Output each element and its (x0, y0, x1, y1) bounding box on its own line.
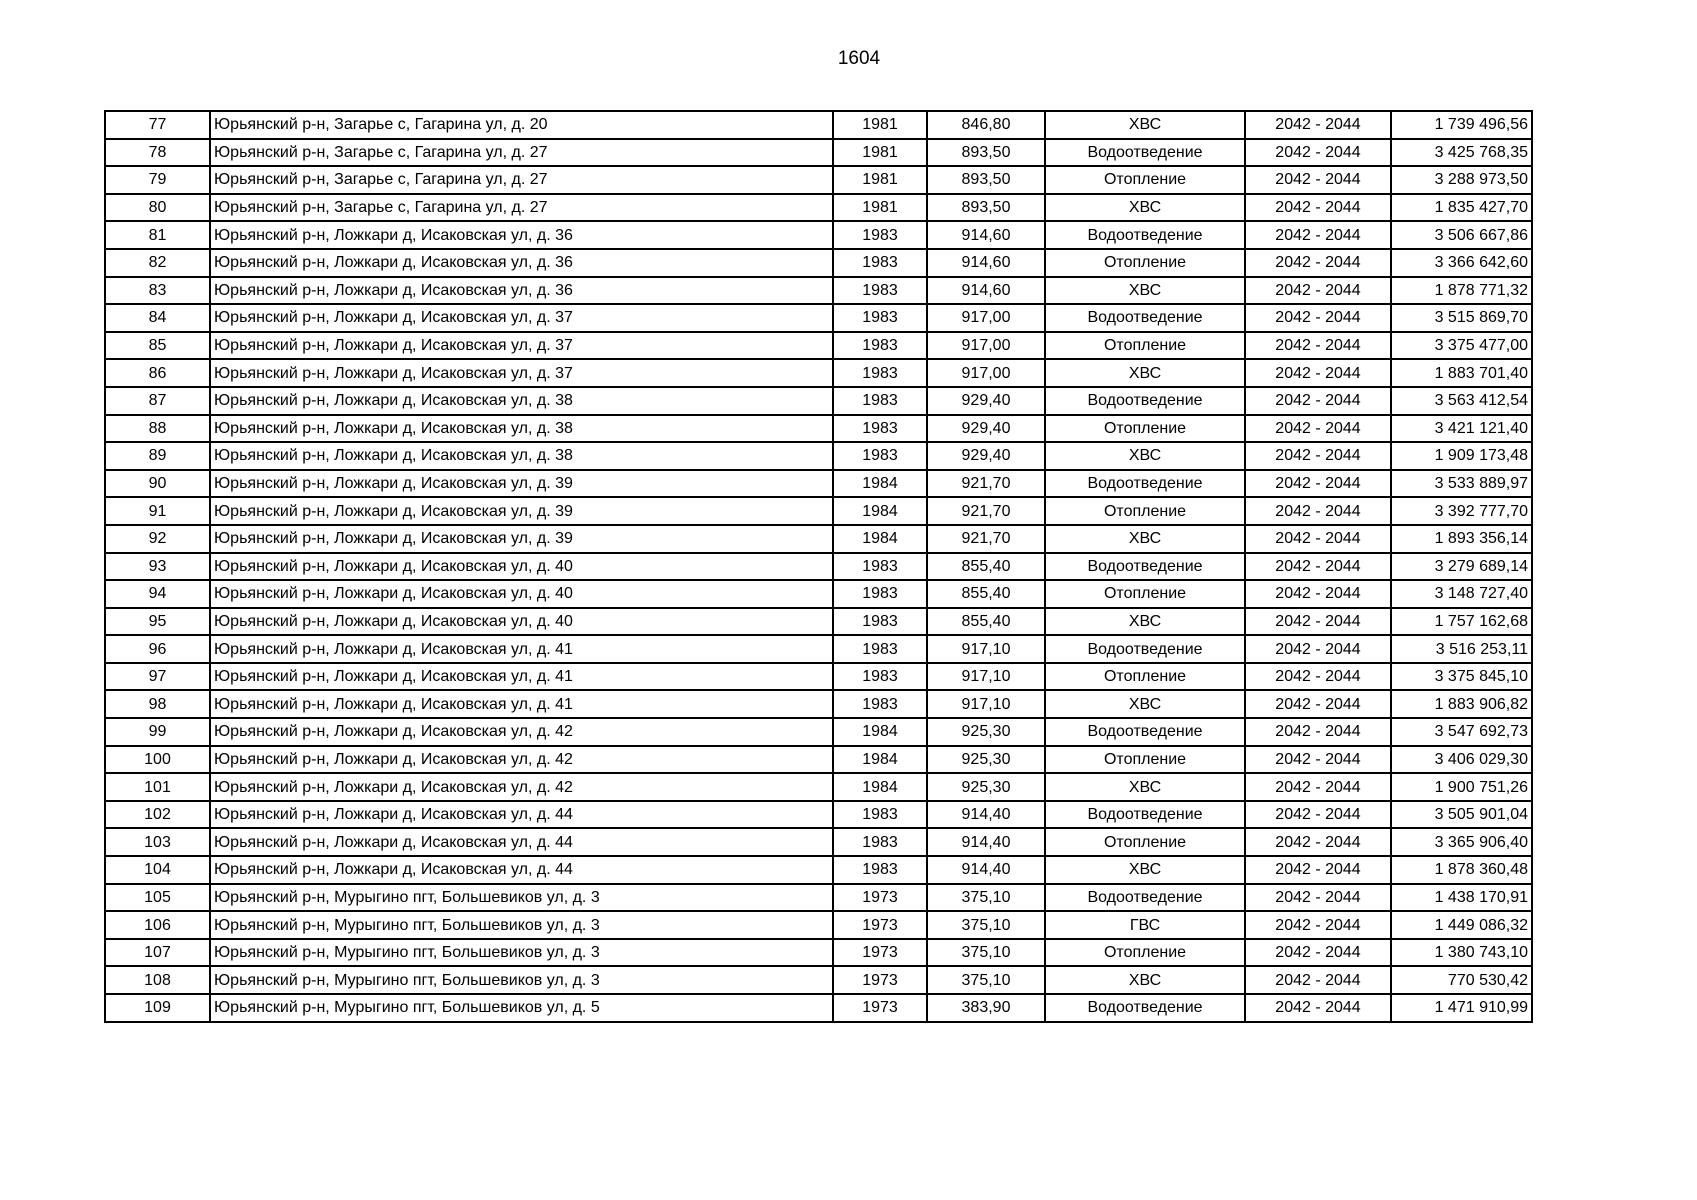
year-cell: 1983 (833, 608, 927, 636)
cost-cell: 1 909 173,48 (1391, 442, 1532, 470)
table-row (105, 111, 1532, 139)
address-cell: Юрьянский р-н, Ложкари д, Исаковская ул, д. 39 (210, 470, 833, 498)
address-cell: Юрьянский р-н, Ложкари д, Исаковская ул, д. 42 (210, 746, 833, 774)
area-cell: 929,40 (927, 415, 1045, 443)
area-cell: 917,00 (927, 304, 1045, 332)
table-row (105, 580, 1532, 608)
table-row (105, 387, 1532, 415)
area-cell: 375,10 (927, 939, 1045, 967)
row-number-cell: 101 (105, 773, 210, 801)
year-cell: 1983 (833, 249, 927, 277)
cost-cell: 1 757 162,68 (1391, 608, 1532, 636)
cost-cell: 3 406 029,30 (1391, 746, 1532, 774)
row-number-cell: 105 (105, 884, 210, 912)
address-cell: Юрьянский р-н, Ложкари д, Исаковская ул, д. 41 (210, 690, 833, 718)
address-cell: Юрьянский р-н, Ложкари д, Исаковская ул, д. 38 (210, 442, 833, 470)
row-number-cell: 97 (105, 663, 210, 691)
cost-cell: 1 893 356,14 (1391, 525, 1532, 553)
table-row (105, 497, 1532, 525)
year-cell: 1973 (833, 966, 927, 994)
address-cell: Юрьянский р-н, Загарье с, Гагарина ул, д. 27 (210, 194, 833, 222)
period-cell: 2042 - 2044 (1245, 718, 1391, 746)
work-type-cell: ХВС (1045, 359, 1245, 387)
work-type-cell: Водоотведение (1045, 635, 1245, 663)
table-row (105, 470, 1532, 498)
year-cell: 1984 (833, 718, 927, 746)
period-cell: 2042 - 2044 (1245, 911, 1391, 939)
year-cell: 1983 (833, 304, 927, 332)
cost-cell: 3 506 667,86 (1391, 221, 1532, 249)
work-type-cell: Водоотведение (1045, 884, 1245, 912)
page-number: 1604 (837, 48, 881, 69)
period-cell: 2042 - 2044 (1245, 635, 1391, 663)
cost-cell: 770 530,42 (1391, 966, 1532, 994)
work-type-cell: ХВС (1045, 966, 1245, 994)
year-cell: 1983 (833, 332, 927, 360)
year-cell: 1981 (833, 194, 927, 222)
address-cell: Юрьянский р-н, Мурыгино пгт, Большевиков ул, д. 5 (210, 994, 833, 1022)
period-cell: 2042 - 2044 (1245, 856, 1391, 884)
cost-cell: 1 380 743,10 (1391, 939, 1532, 967)
table-row (105, 166, 1532, 194)
table-row (105, 801, 1532, 829)
work-type-cell: Отопление (1045, 332, 1245, 360)
row-number-cell: 100 (105, 746, 210, 774)
row-number-cell: 90 (105, 470, 210, 498)
period-cell: 2042 - 2044 (1245, 994, 1391, 1022)
period-cell: 2042 - 2044 (1245, 111, 1391, 139)
period-cell: 2042 - 2044 (1245, 470, 1391, 498)
period-cell: 2042 - 2044 (1245, 939, 1391, 967)
address-cell: Юрьянский р-н, Ложкари д, Исаковская ул, д. 44 (210, 801, 833, 829)
year-cell: 1983 (833, 856, 927, 884)
table-row (105, 249, 1532, 277)
cost-cell: 3 515 869,70 (1391, 304, 1532, 332)
row-number-cell: 87 (105, 387, 210, 415)
table-row (105, 718, 1532, 746)
row-number-cell: 78 (105, 139, 210, 167)
table-body (105, 111, 1532, 1022)
period-cell: 2042 - 2044 (1245, 553, 1391, 581)
year-cell: 1973 (833, 994, 927, 1022)
area-cell: 383,90 (927, 994, 1045, 1022)
cost-cell: 1 878 360,48 (1391, 856, 1532, 884)
work-type-cell: Отопление (1045, 939, 1245, 967)
area-cell: 893,50 (927, 166, 1045, 194)
table-row (105, 553, 1532, 581)
area-cell: 917,10 (927, 663, 1045, 691)
area-cell: 921,70 (927, 470, 1045, 498)
period-cell: 2042 - 2044 (1245, 801, 1391, 829)
address-cell: Юрьянский р-н, Ложкари д, Исаковская ул, д. 38 (210, 415, 833, 443)
work-type-cell: Водоотведение (1045, 718, 1245, 746)
table-row (105, 773, 1532, 801)
cost-cell: 3 563 412,54 (1391, 387, 1532, 415)
row-number-cell: 92 (105, 525, 210, 553)
table-row (105, 690, 1532, 718)
cost-cell: 3 375 845,10 (1391, 663, 1532, 691)
work-type-cell: ХВС (1045, 194, 1245, 222)
period-cell: 2042 - 2044 (1245, 497, 1391, 525)
cost-cell: 1 883 906,82 (1391, 690, 1532, 718)
address-cell: Юрьянский р-н, Ложкари д, Исаковская ул, д. 37 (210, 304, 833, 332)
period-cell: 2042 - 2044 (1245, 442, 1391, 470)
year-cell: 1973 (833, 939, 927, 967)
cost-cell: 3 505 901,04 (1391, 801, 1532, 829)
work-type-cell: ХВС (1045, 690, 1245, 718)
cost-cell: 1 449 086,32 (1391, 911, 1532, 939)
work-type-cell: Водоотведение (1045, 139, 1245, 167)
row-number-cell: 94 (105, 580, 210, 608)
work-type-cell: Водоотведение (1045, 304, 1245, 332)
row-number-cell: 85 (105, 332, 210, 360)
period-cell: 2042 - 2044 (1245, 277, 1391, 305)
address-cell: Юрьянский р-н, Мурыгино пгт, Большевиков ул, д. 3 (210, 911, 833, 939)
table-row (105, 828, 1532, 856)
period-cell: 2042 - 2044 (1245, 884, 1391, 912)
work-type-cell: Водоотведение (1045, 801, 1245, 829)
period-cell: 2042 - 2044 (1245, 828, 1391, 856)
address-cell: Юрьянский р-н, Ложкари д, Исаковская ул, д. 41 (210, 635, 833, 663)
address-cell: Юрьянский р-н, Ложкари д, Исаковская ул, д. 37 (210, 332, 833, 360)
area-cell: 914,60 (927, 221, 1045, 249)
cost-cell: 1 835 427,70 (1391, 194, 1532, 222)
table-row (105, 139, 1532, 167)
table-row (105, 359, 1532, 387)
period-cell: 2042 - 2044 (1245, 194, 1391, 222)
address-cell: Юрьянский р-н, Ложкари д, Исаковская ул, д. 36 (210, 249, 833, 277)
area-cell: 914,60 (927, 249, 1045, 277)
period-cell: 2042 - 2044 (1245, 663, 1391, 691)
area-cell: 375,10 (927, 884, 1045, 912)
cost-cell: 1 438 170,91 (1391, 884, 1532, 912)
work-type-cell: Водоотведение (1045, 470, 1245, 498)
area-cell: 917,00 (927, 359, 1045, 387)
table-row (105, 911, 1532, 939)
table-row (105, 663, 1532, 691)
address-cell: Юрьянский р-н, Загарье с, Гагарина ул, д. 27 (210, 166, 833, 194)
year-cell: 1983 (833, 553, 927, 581)
row-number-cell: 86 (105, 359, 210, 387)
period-cell: 2042 - 2044 (1245, 304, 1391, 332)
year-cell: 1983 (833, 415, 927, 443)
row-number-cell: 99 (105, 718, 210, 746)
cost-cell: 3 366 642,60 (1391, 249, 1532, 277)
cost-cell: 3 279 689,14 (1391, 553, 1532, 581)
area-cell: 921,70 (927, 497, 1045, 525)
table-row (105, 194, 1532, 222)
year-cell: 1983 (833, 828, 927, 856)
cost-cell: 3 421 121,40 (1391, 415, 1532, 443)
area-cell: 893,50 (927, 139, 1045, 167)
row-number-cell: 81 (105, 221, 210, 249)
work-type-cell: Водоотведение (1045, 221, 1245, 249)
period-cell: 2042 - 2044 (1245, 966, 1391, 994)
work-type-cell: Водоотведение (1045, 994, 1245, 1022)
row-number-cell: 103 (105, 828, 210, 856)
year-cell: 1983 (833, 359, 927, 387)
work-type-cell: Водоотведение (1045, 387, 1245, 415)
cost-cell: 3 148 727,40 (1391, 580, 1532, 608)
address-cell: Юрьянский р-н, Загарье с, Гагарина ул, д. 27 (210, 139, 833, 167)
row-number-cell: 96 (105, 635, 210, 663)
work-type-cell: Отопление (1045, 580, 1245, 608)
row-number-cell: 82 (105, 249, 210, 277)
period-cell: 2042 - 2044 (1245, 690, 1391, 718)
year-cell: 1973 (833, 911, 927, 939)
address-cell: Юрьянский р-н, Мурыгино пгт, Большевиков ул, д. 3 (210, 884, 833, 912)
cost-cell: 3 375 477,00 (1391, 332, 1532, 360)
work-type-cell: Отопление (1045, 497, 1245, 525)
period-cell: 2042 - 2044 (1245, 773, 1391, 801)
row-number-cell: 95 (105, 608, 210, 636)
area-cell: 917,00 (927, 332, 1045, 360)
year-cell: 1983 (833, 801, 927, 829)
period-cell: 2042 - 2044 (1245, 221, 1391, 249)
table-row (105, 332, 1532, 360)
period-cell: 2042 - 2044 (1245, 415, 1391, 443)
table-row (105, 608, 1532, 636)
cost-cell: 3 288 973,50 (1391, 166, 1532, 194)
cost-cell: 3 425 768,35 (1391, 139, 1532, 167)
row-number-cell: 98 (105, 690, 210, 718)
area-cell: 925,30 (927, 718, 1045, 746)
address-cell: Юрьянский р-н, Ложкари д, Исаковская ул, д. 36 (210, 277, 833, 305)
area-cell: 921,70 (927, 525, 1045, 553)
table-row (105, 415, 1532, 443)
row-number-cell: 91 (105, 497, 210, 525)
period-cell: 2042 - 2044 (1245, 249, 1391, 277)
cost-cell: 1 878 771,32 (1391, 277, 1532, 305)
work-type-cell: ХВС (1045, 525, 1245, 553)
cost-cell: 1 471 910,99 (1391, 994, 1532, 1022)
period-cell: 2042 - 2044 (1245, 359, 1391, 387)
period-cell: 2042 - 2044 (1245, 746, 1391, 774)
year-cell: 1984 (833, 525, 927, 553)
row-number-cell: 88 (105, 415, 210, 443)
row-number-cell: 93 (105, 553, 210, 581)
work-type-cell: Отопление (1045, 663, 1245, 691)
row-number-cell: 104 (105, 856, 210, 884)
area-cell: 855,40 (927, 580, 1045, 608)
cost-cell: 1 900 751,26 (1391, 773, 1532, 801)
year-cell: 1983 (833, 277, 927, 305)
work-type-cell: Отопление (1045, 249, 1245, 277)
year-cell: 1984 (833, 746, 927, 774)
address-cell: Юрьянский р-н, Ложкари д, Исаковская ул, д. 42 (210, 718, 833, 746)
area-cell: 914,40 (927, 828, 1045, 856)
year-cell: 1983 (833, 580, 927, 608)
work-type-cell: Отопление (1045, 415, 1245, 443)
year-cell: 1984 (833, 497, 927, 525)
year-cell: 1981 (833, 166, 927, 194)
address-cell: Юрьянский р-н, Ложкари д, Исаковская ул, д. 42 (210, 773, 833, 801)
year-cell: 1984 (833, 470, 927, 498)
area-cell: 929,40 (927, 387, 1045, 415)
address-cell: Юрьянский р-н, Ложкари д, Исаковская ул, д. 40 (210, 608, 833, 636)
year-cell: 1973 (833, 884, 927, 912)
work-type-cell: ХВС (1045, 111, 1245, 139)
row-number-cell: 84 (105, 304, 210, 332)
year-cell: 1983 (833, 221, 927, 249)
period-cell: 2042 - 2044 (1245, 166, 1391, 194)
cost-cell: 3 547 692,73 (1391, 718, 1532, 746)
area-cell: 375,10 (927, 911, 1045, 939)
area-cell: 846,80 (927, 111, 1045, 139)
address-cell: Юрьянский р-н, Ложкари д, Исаковская ул, д. 37 (210, 359, 833, 387)
period-cell: 2042 - 2044 (1245, 387, 1391, 415)
area-cell: 375,10 (927, 966, 1045, 994)
period-cell: 2042 - 2044 (1245, 525, 1391, 553)
row-number-cell: 108 (105, 966, 210, 994)
work-type-cell: Отопление (1045, 166, 1245, 194)
work-type-cell: ХВС (1045, 773, 1245, 801)
address-cell: Юрьянский р-н, Загарье с, Гагарина ул, д. 20 (210, 111, 833, 139)
area-cell: 914,60 (927, 277, 1045, 305)
area-cell: 929,40 (927, 442, 1045, 470)
table-row (105, 442, 1532, 470)
row-number-cell: 102 (105, 801, 210, 829)
cost-cell: 1 883 701,40 (1391, 359, 1532, 387)
period-cell: 2042 - 2044 (1245, 580, 1391, 608)
year-cell: 1983 (833, 690, 927, 718)
area-cell: 893,50 (927, 194, 1045, 222)
area-cell: 917,10 (927, 690, 1045, 718)
period-cell: 2042 - 2044 (1245, 332, 1391, 360)
table-row (105, 635, 1532, 663)
row-number-cell: 79 (105, 166, 210, 194)
cost-cell: 3 533 889,97 (1391, 470, 1532, 498)
year-cell: 1984 (833, 773, 927, 801)
area-cell: 855,40 (927, 553, 1045, 581)
year-cell: 1983 (833, 387, 927, 415)
year-cell: 1981 (833, 111, 927, 139)
work-type-cell: Отопление (1045, 828, 1245, 856)
area-cell: 925,30 (927, 773, 1045, 801)
address-cell: Юрьянский р-н, Ложкари д, Исаковская ул, д. 41 (210, 663, 833, 691)
table-row (105, 966, 1532, 994)
address-cell: Юрьянский р-н, Ложкари д, Исаковская ул, д. 40 (210, 553, 833, 581)
row-number-cell: 109 (105, 994, 210, 1022)
table-row (105, 277, 1532, 305)
table-row (105, 221, 1532, 249)
area-cell: 925,30 (927, 746, 1045, 774)
area-cell: 914,40 (927, 801, 1045, 829)
area-cell: 914,40 (927, 856, 1045, 884)
address-cell: Юрьянский р-н, Ложкари д, Исаковская ул, д. 44 (210, 828, 833, 856)
row-number-cell: 83 (105, 277, 210, 305)
row-number-cell: 107 (105, 939, 210, 967)
table-row (105, 746, 1532, 774)
work-type-cell: Отопление (1045, 746, 1245, 774)
area-cell: 855,40 (927, 608, 1045, 636)
cost-cell: 3 392 777,70 (1391, 497, 1532, 525)
row-number-cell: 77 (105, 111, 210, 139)
year-cell: 1981 (833, 139, 927, 167)
year-cell: 1983 (833, 442, 927, 470)
table-row (105, 994, 1532, 1022)
work-type-cell: ХВС (1045, 277, 1245, 305)
year-cell: 1983 (833, 635, 927, 663)
address-cell: Юрьянский р-н, Ложкари д, Исаковская ул, д. 40 (210, 580, 833, 608)
cost-cell: 3 516 253,11 (1391, 635, 1532, 663)
address-cell: Юрьянский р-н, Мурыгино пгт, Большевиков ул, д. 3 (210, 939, 833, 967)
table-row (105, 525, 1532, 553)
work-type-cell: ХВС (1045, 442, 1245, 470)
row-number-cell: 80 (105, 194, 210, 222)
table-row (105, 939, 1532, 967)
period-cell: 2042 - 2044 (1245, 139, 1391, 167)
address-cell: Юрьянский р-н, Ложкари д, Исаковская ул, д. 39 (210, 525, 833, 553)
address-cell: Юрьянский р-н, Ложкари д, Исаковская ул, д. 38 (210, 387, 833, 415)
address-cell: Юрьянский р-н, Ложкари д, Исаковская ул, д. 44 (210, 856, 833, 884)
row-number-cell: 106 (105, 911, 210, 939)
row-number-cell: 89 (105, 442, 210, 470)
table-row (105, 884, 1532, 912)
work-type-cell: ГВС (1045, 911, 1245, 939)
year-cell: 1983 (833, 663, 927, 691)
work-type-cell: ХВС (1045, 856, 1245, 884)
work-type-cell: ХВС (1045, 608, 1245, 636)
area-cell: 917,10 (927, 635, 1045, 663)
address-cell: Юрьянский р-н, Мурыгино пгт, Большевиков ул, д. 3 (210, 966, 833, 994)
table-row (105, 856, 1532, 884)
work-type-cell: Водоотведение (1045, 553, 1245, 581)
table-row (105, 304, 1532, 332)
cost-cell: 3 365 906,40 (1391, 828, 1532, 856)
address-cell: Юрьянский р-н, Ложкари д, Исаковская ул, д. 36 (210, 221, 833, 249)
data-table (104, 110, 1533, 1023)
period-cell: 2042 - 2044 (1245, 608, 1391, 636)
cost-cell: 1 739 496,56 (1391, 111, 1532, 139)
address-cell: Юрьянский р-н, Ложкари д, Исаковская ул, д. 39 (210, 497, 833, 525)
